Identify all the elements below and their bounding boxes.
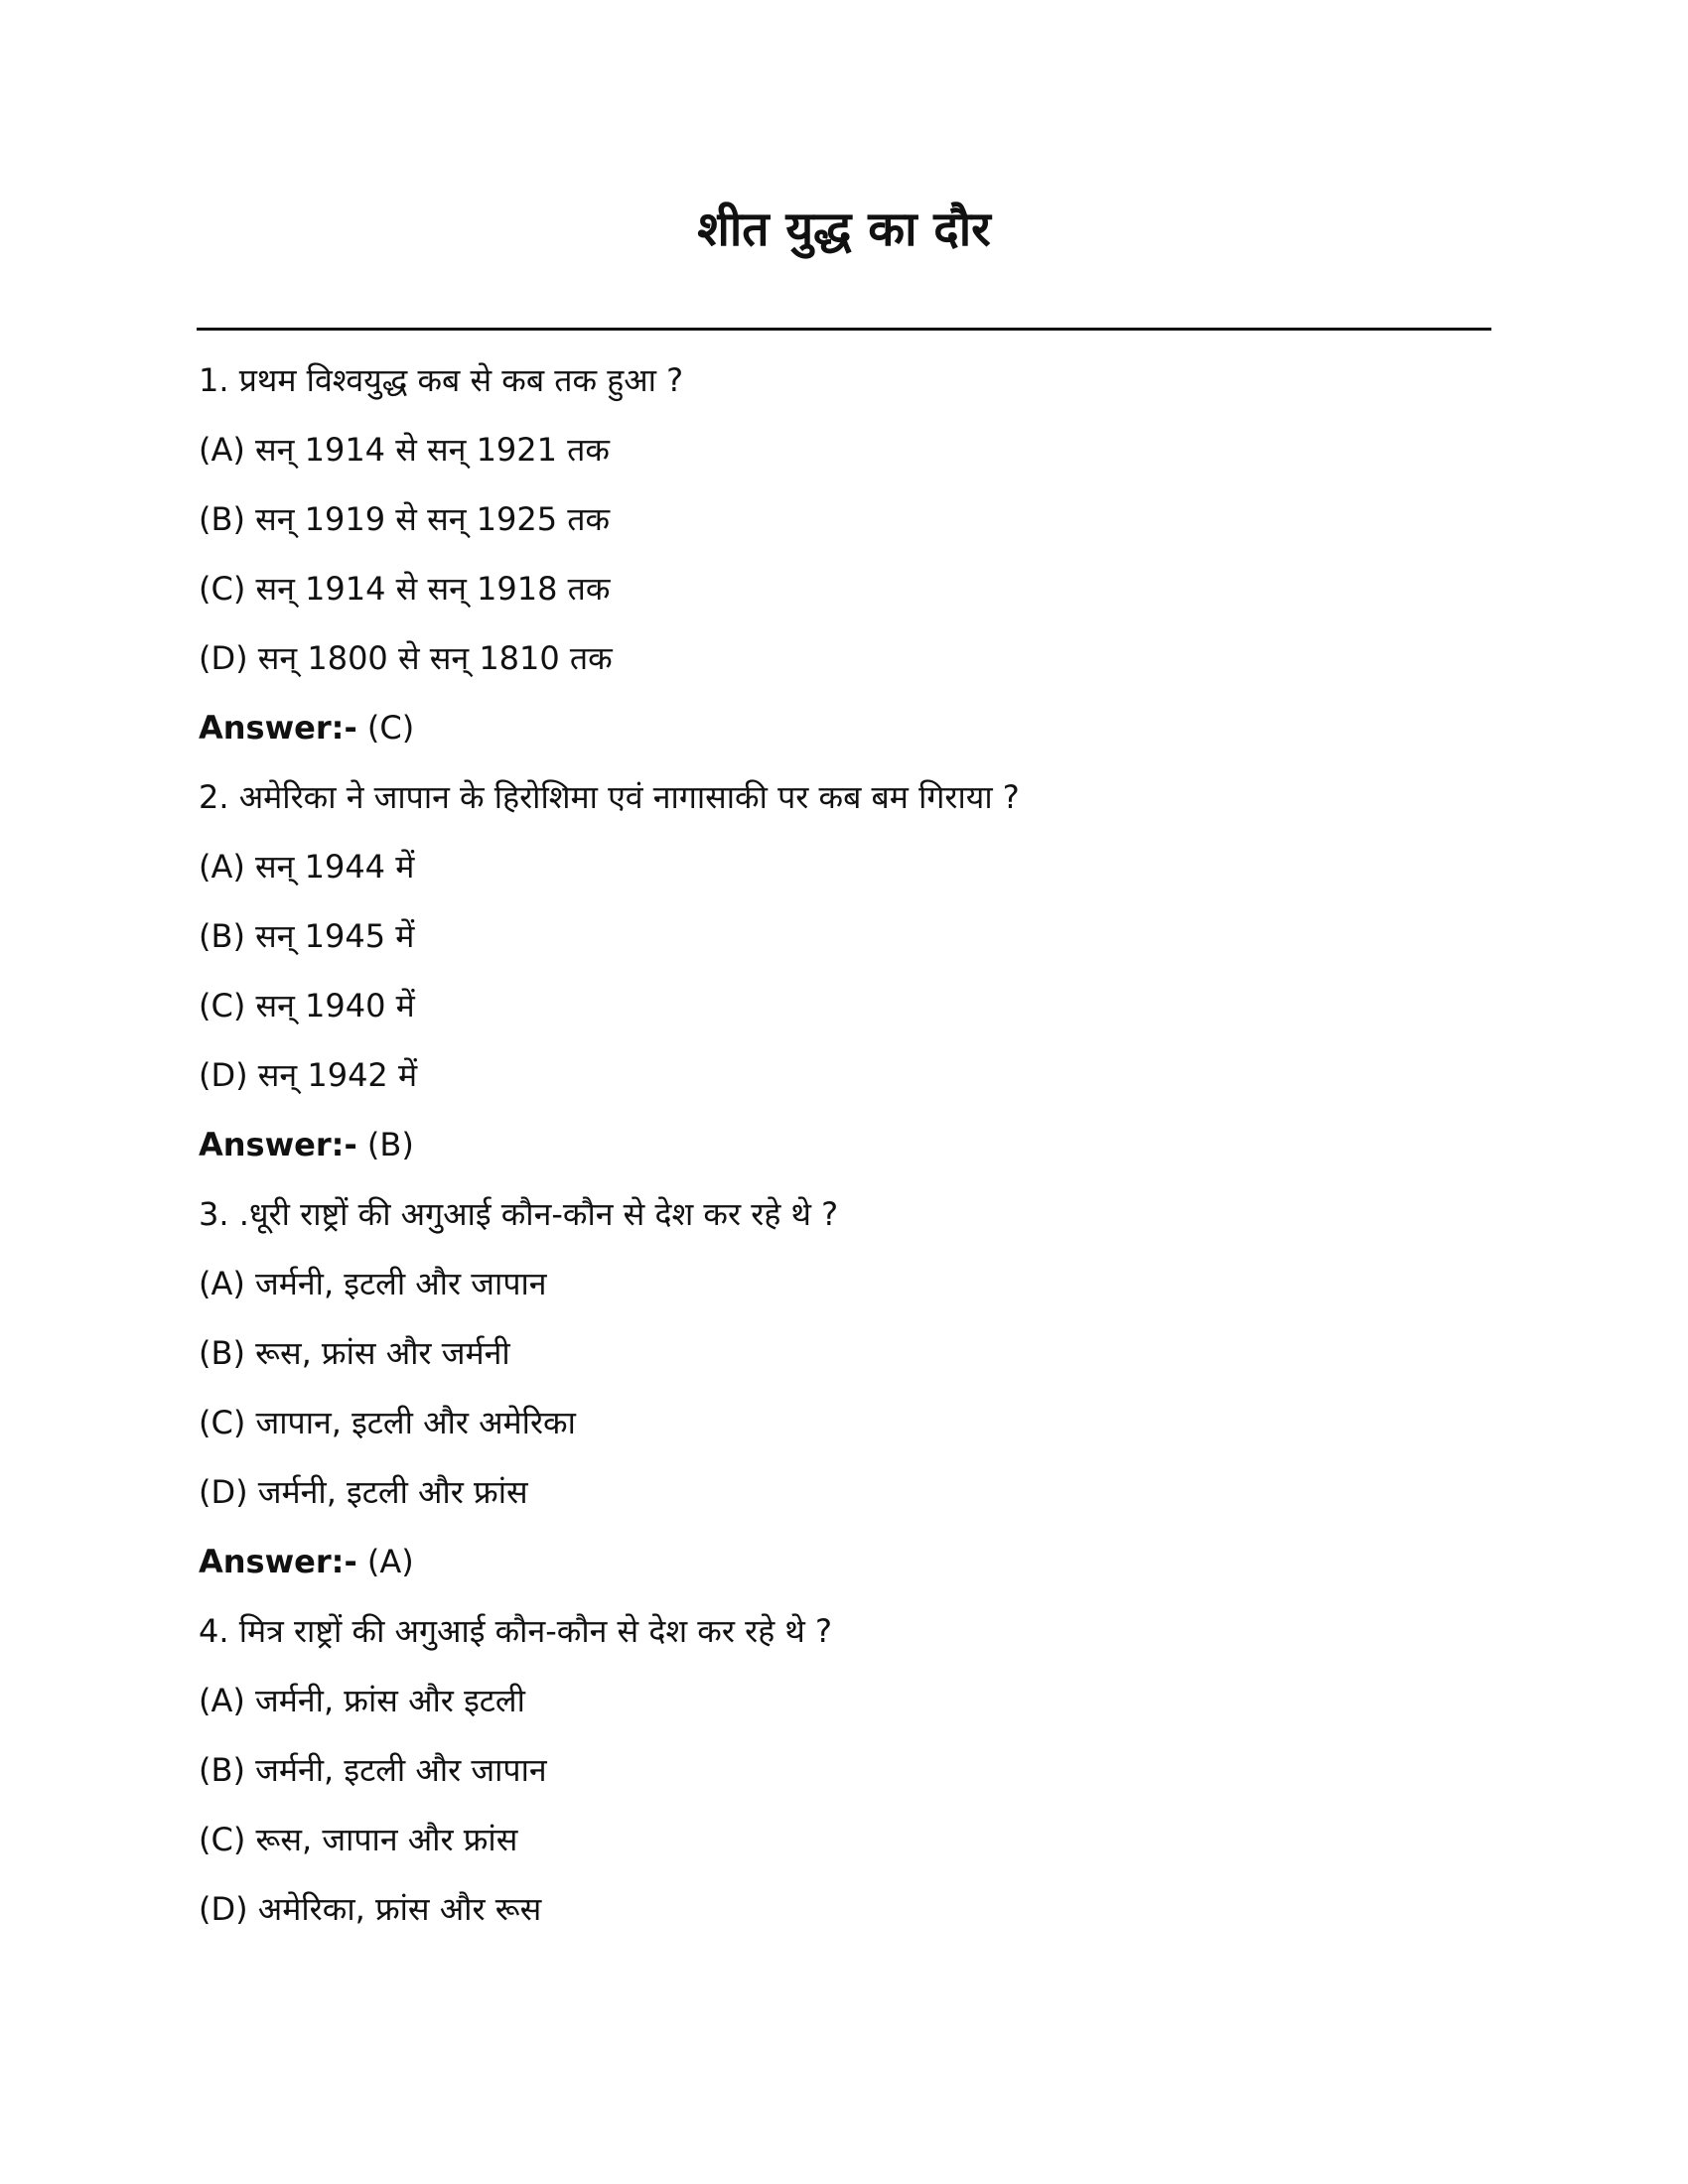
answer-value: (B) (356, 1126, 414, 1163)
option-b: (B) सन् 1919 से सन् 1925 तक (199, 500, 611, 538)
question-block (199, 1179, 1489, 1596)
option-c: (C) रूस, जापान और फ्रांस (199, 1821, 518, 1858)
option-a: (A) सन् 1914 से सन् 1921 तक (199, 431, 610, 469)
answer-label: Answer:- (199, 1543, 357, 1580)
question-text: 2. अमेरिका ने जापान के हिरोशिमा एवं नागासाकी पर कब बम गिराया ? (199, 778, 1020, 816)
answer-value: (C) (356, 709, 415, 747)
answer-value: (A) (356, 1543, 414, 1580)
answer-line (199, 1110, 1489, 1179)
answer-line (199, 1527, 1489, 1596)
option-a: (A) सन् 1944 में (199, 848, 415, 886)
option-d: (D) जर्मनी, इटली और फ्रांस (199, 1473, 528, 1511)
option-b: (B) जर्मनी, इटली और जापान (199, 1751, 547, 1789)
question-block (199, 345, 1489, 762)
question-text: 4. मित्र राष्ट्रों की अगुआई कौन-कौन से देश कर रहे थे ? (199, 1612, 832, 1650)
answer-line (199, 693, 1489, 762)
option-b: (B) रूस, फ्रांस और जर्मनी (199, 1334, 510, 1372)
question-block (199, 1596, 1489, 1944)
question-block (199, 762, 1489, 1179)
answer-label: Answer:- (199, 1126, 357, 1163)
answer-label: Answer:- (199, 709, 357, 747)
option-b: (B) सन् 1945 में (199, 917, 415, 955)
option-c: (C) सन् 1940 में (199, 987, 415, 1024)
question-list (199, 345, 1489, 1944)
option-d: (D) सन् 1942 में (199, 1056, 418, 1094)
page-title: शीत युद्ध का दौर (697, 202, 991, 257)
option-c: (C) सन् 1914 से सन् 1918 तक (199, 570, 611, 608)
title-divider (197, 328, 1491, 331)
option-d: (D) अमेरिका, फ्रांस और रूस (199, 1890, 542, 1928)
option-a: (A) जर्मनी, इटली और जापान (199, 1265, 547, 1302)
option-c: (C) जापान, इटली और अमेरिका (199, 1404, 576, 1441)
option-a: (A) जर्मनी, फ्रांस और इटली (199, 1682, 525, 1719)
question-text: 3. .धूरी राष्ट्रों की अगुआई कौन-कौन से देश कर रहे थे ? (199, 1195, 839, 1233)
option-d: (D) सन् 1800 से सन् 1810 तक (199, 639, 613, 677)
question-text: 1. प्रथम विश्वयुद्ध कब से कब तक हुआ ? (199, 361, 684, 399)
